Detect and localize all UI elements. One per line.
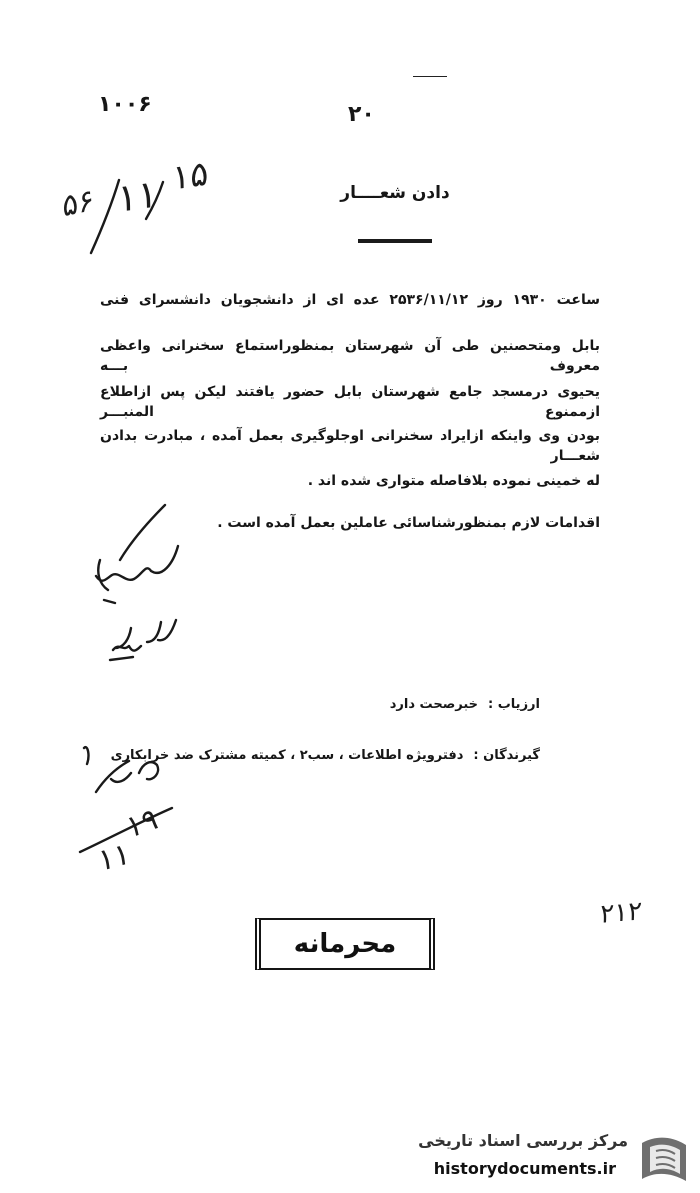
top-rule (413, 76, 447, 77)
top-date-long-stroke (91, 180, 119, 253)
document-title: دادن شعــــار (340, 183, 450, 203)
book-scroll-icon (638, 1131, 690, 1185)
watermark-site: historydocuments.ir (433, 1159, 616, 1178)
recipients-value: دفترویژه اطلاعات ، سب۲ ، کمیته مشترک ضد خرابکاری (110, 748, 464, 763)
classification-stamp (255, 918, 435, 970)
body-line: له خمینی نموده بلافاصله متواری شده اند . (307, 473, 600, 489)
handwritten-bottom-date-day: ۱۹ (123, 800, 161, 847)
handwritten-margin-note: ۲۱۲ (599, 896, 643, 930)
watermark-org-name: مرکز بررسی اسناد تاریخی (418, 1131, 628, 1150)
body-line: بابل ومتحصنین طی آن شهرستان بمنظوراستماع سخنرانی واعظی معروف بـــه (100, 338, 600, 374)
title-underline (358, 239, 432, 243)
page-number: ۲۰ (348, 102, 375, 127)
evaluator-label: ارزیاب : (488, 697, 540, 712)
handwritten-date-day: ۱۵ (172, 153, 209, 199)
handwritten-date-month: ۱۱ (117, 170, 158, 222)
note-dash (104, 600, 115, 603)
body-line: بودن وی واینکه ازایراد سخنرانی اوجلوگیری بعمل آمده ، مبادرت بدادن شعـــار (100, 428, 600, 464)
body-line: اقدامات لازم بمنظورشناسائی عاملین بعمل آمده است . (217, 515, 600, 531)
handwritten-date-year: ۵۶ (61, 182, 95, 225)
recipients-line (111, 746, 540, 766)
evaluator-value: خبرصحت دارد (389, 697, 479, 712)
handwritten-bottom-date-month: ۱۱ (96, 835, 132, 880)
body-line: یحیوی درمسجد جامع شهرستان بابل حضور یافتند لیکن پس ازاطلاع ازممنوع المنبـــر (100, 384, 600, 420)
note-handwriting-2 (110, 620, 176, 660)
note-handwriting (96, 546, 178, 590)
file-number: ۱۰۰۶ (98, 92, 152, 117)
classification-text: محرمانه (293, 929, 397, 959)
recipients-label: گیرندگان : (473, 748, 540, 763)
body-line: ساعت ۱۹۳۰ روز ۲۵۳۶/۱۱/۱۲ عده ای از دانشجویان دانشسرای فنی (100, 292, 600, 308)
evaluator-line (390, 695, 540, 715)
